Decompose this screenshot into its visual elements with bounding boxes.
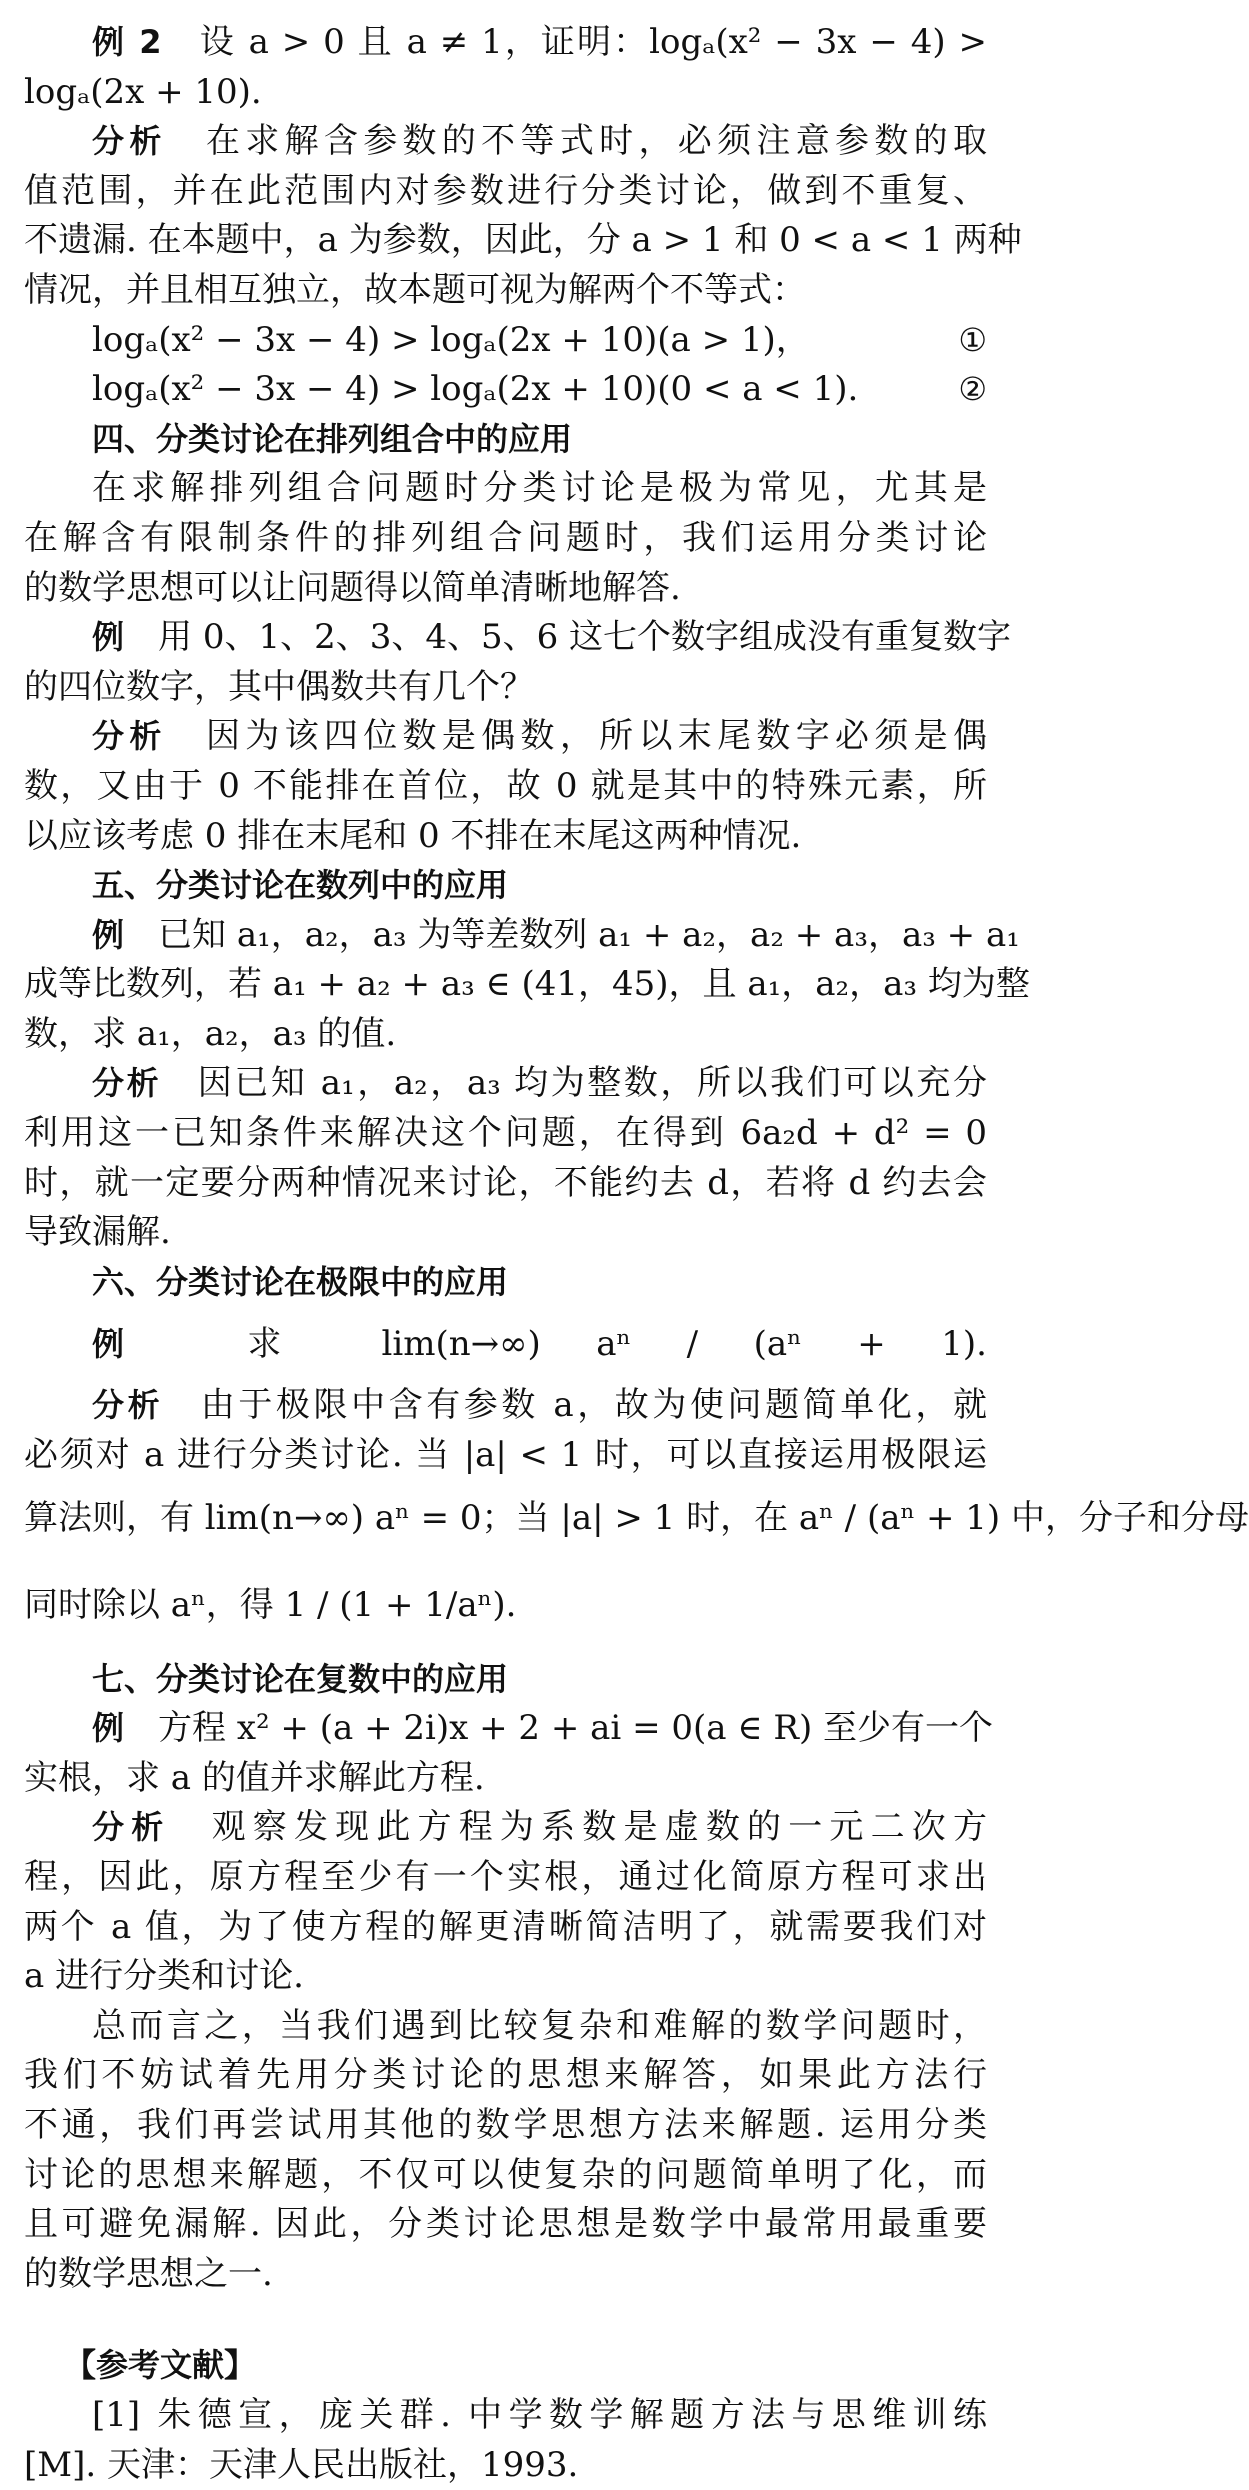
- label-tag: 例: [92, 915, 125, 954]
- text-line: [24, 1754, 987, 1804]
- text-line: [24, 2200, 987, 2250]
- text-line: [24, 1159, 987, 1209]
- text-line: [24, 1109, 987, 1159]
- text-line: [24, 712, 987, 762]
- line-text: 观察发现此方程为系数是虚数的一元二次方: [170, 1807, 987, 1848]
- text-line: [24, 1952, 987, 2002]
- line-text: 利用这一已知条件来解决这个问题，在得到 6a₂d + d² = 0: [24, 1113, 987, 1154]
- line-text: 因为该四位数是偶数，所以末尾数字必须是偶: [166, 716, 987, 757]
- equation-number: ①: [958, 320, 987, 359]
- line-text: 不遗漏. 在本题中，a 为参数，因此，分 a > 1 和 0 < a < 1 两种: [24, 220, 1022, 261]
- text-line: [24, 18, 987, 68]
- text-line: [24, 911, 1020, 961]
- line-text: 五、分类讨论在数列中的应用: [92, 866, 509, 905]
- text-line: [24, 1059, 987, 1109]
- text-line: [24, 68, 987, 118]
- line-text: 的数学思想之一.: [24, 2253, 273, 2294]
- line-text: a 进行分类和讨论.: [24, 1956, 304, 1997]
- line-text: 用 0、1、2、3、4、5、6 这七个数字组成没有重复数字: [124, 617, 1012, 658]
- line-text: 程，因此，原方程至少有一个实根，通过化简原方程可求出: [24, 1857, 987, 1897]
- line-text: 算法则，有 lim(n→∞) aⁿ = 0；当 |a| > 1 时，在 aⁿ / (aⁿ + 1) 中，分子和分母: [24, 1497, 1249, 1538]
- line-text: 成等比数列，若 a₁ + a₂ + a₃ ∈ (41，45)，且 a₁，a₂，a₃ 均为整: [24, 964, 1030, 1005]
- text-line: [24, 1555, 987, 1655]
- line-text: 的数学思想可以让问题得以简单清晰地解答.: [24, 567, 681, 608]
- label-tag: 分析: [92, 717, 167, 756]
- label-tag: 分析: [92, 122, 167, 161]
- line-text: logₐ(2x + 10).: [24, 71, 262, 112]
- text-line: [24, 216, 1022, 266]
- line-text: 四、分类讨论在排列组合中的应用: [92, 419, 573, 458]
- text-line: [24, 2002, 987, 2052]
- line-text: 因已知 a₁，a₂，a₃ 均为整数，所以我们可以充分: [161, 1063, 987, 1104]
- line-text: 同时除以 aⁿ，得 1 / (1 + 1/aⁿ).: [24, 1584, 517, 1625]
- text-line: [24, 663, 987, 713]
- line-text: 由于极限中含有参数 a，故为使问题简单化，就: [163, 1385, 987, 1426]
- label-tag: 分析: [92, 1808, 171, 1847]
- text-line: [24, 266, 987, 316]
- text-line: [24, 2051, 987, 2101]
- line-text: 方程 x² + (a + 2i)x + 2 + ai = 0(a ∈ R) 至少有一个: [124, 1708, 994, 1749]
- equation-number: ②: [958, 370, 987, 409]
- line-text: 求 lim(n→∞) aⁿ / (aⁿ + 1).: [168, 1324, 987, 1365]
- line-text: 导致漏解.: [24, 1212, 171, 1253]
- label-tag: 分析: [92, 1386, 164, 1425]
- line-text: 数，又由于 0 不能排在首位，故 0 就是其中的特殊元素，所: [24, 765, 987, 806]
- line-text: logₐ(x² − 3x − 4) > logₐ(2x + 10)(a > 1)，: [92, 319, 810, 360]
- reference-line-1: [1] 朱德宣，庞关群. 中学数学解题方法与思维训练: [92, 2394, 987, 2435]
- line-text: 六、分类讨论在极限中的应用: [92, 1262, 509, 1301]
- text-line: [24, 960, 1030, 1010]
- line-text: 不通，我们再尝试用其他的数学思想方法来解题. 运用分类: [24, 2104, 987, 2145]
- body-text: [24, 18, 1249, 2299]
- references-heading: 【参考文献】: [64, 2346, 257, 2385]
- line-text: 的四位数字，其中偶数共有几个？: [24, 666, 534, 707]
- text-line: [24, 167, 987, 217]
- line-text: 值范围，并在此范围内对参数进行分类讨论，做到不重复、: [24, 170, 987, 211]
- text-line: [24, 1010, 987, 1060]
- line-text: 时，就一定要分两种情况来讨论，不能约去 d，若将 d 约去会: [24, 1162, 987, 1203]
- line-text: 且可避免漏解. 因此，分类讨论思想是数学中最常用最重要: [24, 2204, 987, 2245]
- text-line: [24, 613, 1012, 663]
- line-text: 七、分类讨论在复数中的应用: [92, 1659, 509, 1698]
- text-line: [24, 2101, 987, 2151]
- text-line: [24, 1803, 987, 1853]
- text-line: [24, 1208, 987, 1258]
- line-text: 情况，并且相互独立，故本题可视为解两个不等式：: [24, 269, 806, 310]
- line-text: 设 a > 0 且 a ≠ 1，证明：logₐ(x² − 3x − 4) >: [161, 22, 987, 62]
- text-line: [24, 316, 987, 366]
- section-heading: [24, 1655, 987, 1705]
- line-text: 在解含有限制条件的排列组合问题时，我们运用分类讨论: [24, 517, 987, 558]
- line-text: 以应该考虑 0 排在末尾和 0 不排在末尾这两种情况.: [24, 815, 802, 856]
- line-text: 我们不妨试着先用分类讨论的思想来解答，如果此方法行: [24, 2055, 987, 2096]
- label-tag: 分析: [92, 1064, 162, 1103]
- line-text: 在求解排列组合问题时分类讨论是极为常见，尤其是: [92, 468, 987, 509]
- line-text: logₐ(x² − 3x − 4) > logₐ(2x + 10)(0 < a < 1).: [92, 369, 859, 410]
- text-line: [24, 1704, 994, 1754]
- line-text: 讨论的思想来解题，不仅可以使复杂的问题简单明了化，而: [24, 2154, 987, 2195]
- text-line: [24, 117, 987, 167]
- text-line: [24, 464, 987, 514]
- line-text: 在求解含参数的不等式时，必须注意参数的取: [166, 121, 987, 162]
- text-line: [24, 1853, 987, 1903]
- section-heading: [24, 861, 987, 911]
- line-text: 数，求 a₁，a₂，a₃ 的值.: [24, 1013, 397, 1054]
- text-line: [24, 1381, 987, 1431]
- text-line: [24, 564, 987, 614]
- text-line: [24, 2151, 987, 2201]
- spacer: [24, 2299, 987, 2341]
- text-line: [24, 762, 987, 812]
- label-tag: 例: [92, 1709, 125, 1748]
- text-line: [24, 1307, 987, 1381]
- reference-line-2: [M]. 天津：天津人民出版社，1993.: [24, 2444, 579, 2485]
- text-line: [24, 2250, 987, 2300]
- section-heading: [24, 415, 987, 465]
- line-text: 已知 a₁，a₂，a₃ 为等差数列 a₁ + a₂，a₂ + a₃，a₃ + a₁: [124, 914, 1020, 955]
- label-tag: 例 2: [92, 23, 162, 61]
- label-tag: 例: [92, 1325, 169, 1364]
- text-line: [24, 365, 987, 415]
- line-text: 实根，求 a 的值并求解此方程.: [24, 1757, 485, 1798]
- text-line: [24, 514, 987, 564]
- line-text: 必须对 a 进行分类讨论. 当 |a| < 1 时，可以直接运用极限运: [24, 1435, 987, 1476]
- line-text: 总而言之，当我们遇到比较复杂和难解的数学问题时，: [92, 2005, 987, 2046]
- section-heading: [24, 1258, 987, 1308]
- text-line: [24, 1431, 987, 1481]
- line-text: 两个 a 值，为了使方程的解更清晰简洁明了，就需要我们对: [24, 1906, 987, 1947]
- text-line: [24, 1903, 987, 1953]
- label-tag: 例: [92, 618, 125, 657]
- text-line: [24, 1481, 1249, 1555]
- text-line: [24, 812, 987, 862]
